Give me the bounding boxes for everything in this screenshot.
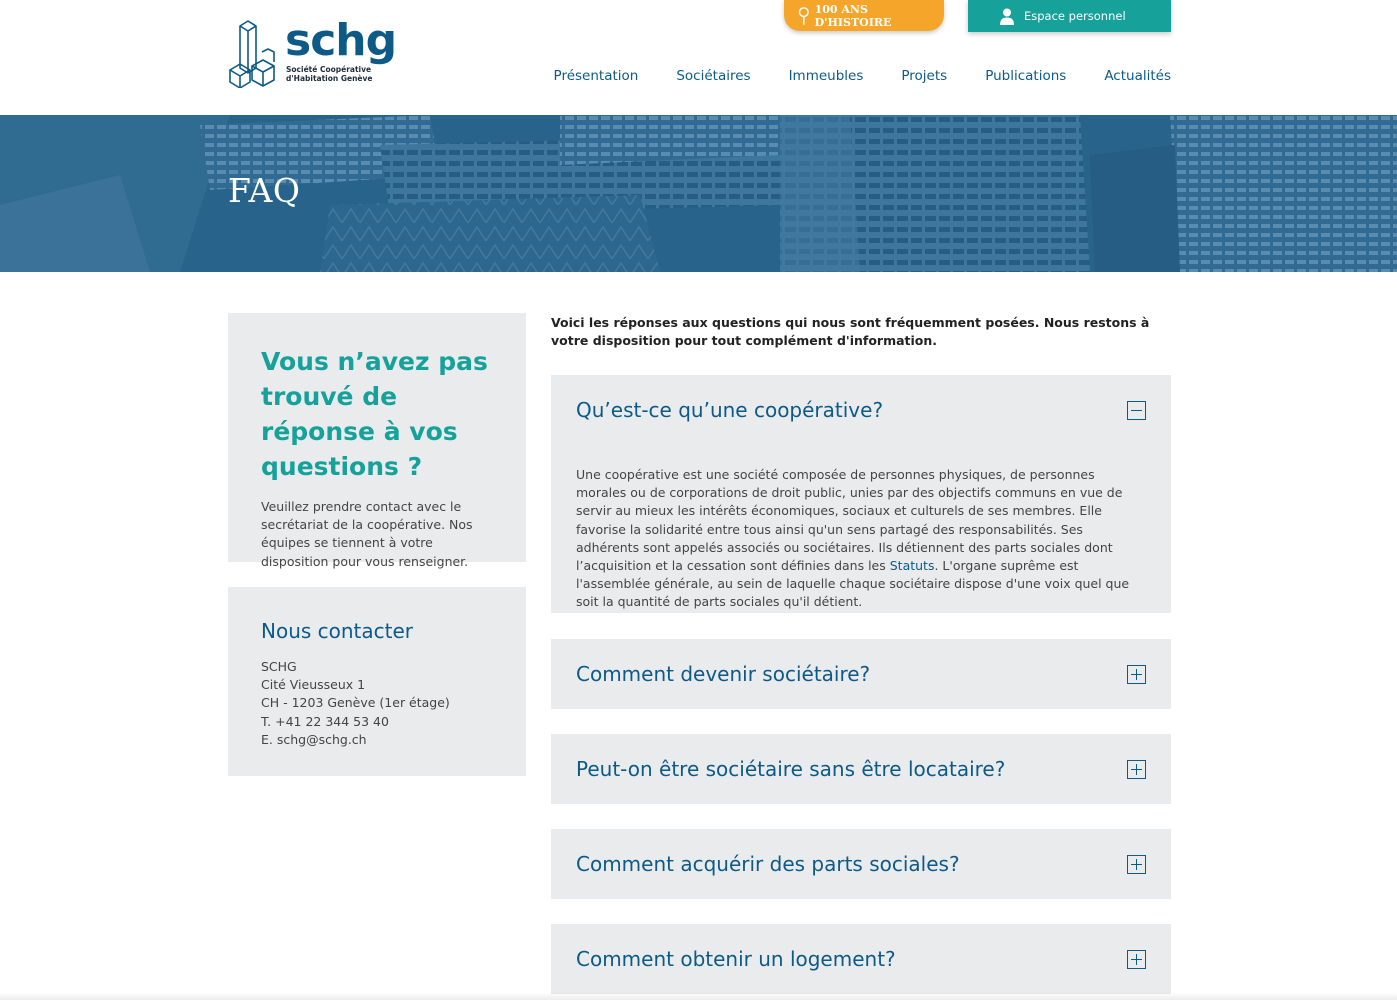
nav-item-presentation[interactable]: Présentation [553, 68, 639, 84]
site-logo[interactable] [228, 15, 398, 88]
nav-item-actualites[interactable]: Actualités [1104, 68, 1171, 84]
nav-item-projets[interactable]: Projets [901, 68, 948, 84]
help-card-title: Vous n’avez pas trouvé de réponse à vos questions ? [261, 347, 488, 481]
espace-personnel-label: Espace personnel [1024, 9, 1126, 23]
contact-details [261, 658, 493, 749]
contact-card-title: Nous contacter [261, 619, 414, 643]
history-badge-label: 100 ANS D'HISTOIRE [814, 2, 892, 29]
espace-personnel-button[interactable] [968, 0, 1171, 32]
faq-question[interactable]: Comment obtenir un logement? [576, 947, 896, 971]
statuts-link[interactable]: Statuts [889, 558, 935, 574]
faq-question[interactable]: Comment acquérir des parts sociales? [576, 852, 960, 876]
faq-answer-text: Une coopérative est une société composée de personnes physiques, de personnes morales ou de corporations de droit public, unies par des objectifs communs en vue de servir au mieux les intérêts économiques, sociaux et culturels de ses membres. Elle favorise la solidarité entre tous ainsi qu'un sens partagé des responsabilités. Ses adhérents sont appelés associés ou sociétaires. Ils détiennent des parts sociales dont l’acquisition et la cessation sont définies dans les [576, 467, 1123, 574]
nav-item-immeubles[interactable]: Immeubles [788, 68, 864, 84]
faq-intro: Voici les réponses aux questions qui nous sont fréquemment posées. Nous restons à votre disposition pour tout complément d'information. [551, 315, 1150, 349]
history-badge-button[interactable] [784, 0, 944, 31]
logo-subtitle-line1: Société Coopérative [286, 65, 372, 74]
hero-banner [0, 115, 1397, 272]
location-pin-icon [798, 6, 810, 26]
site-header [0, 0, 1397, 115]
help-card-text: Veuillez prendre contact avec le secrétariat de la coopérative. Nos équipes se tiennent à votre disposition pour vous renseigner. [261, 499, 473, 569]
faq-item [551, 375, 1171, 613]
nav-item-societaires[interactable]: Sociétaires [676, 68, 751, 84]
faq-question[interactable]: Qu’est-ce qu’une coopérative? [576, 398, 884, 422]
page-bottom-shadow [0, 992, 1397, 1000]
contact-card [228, 587, 526, 776]
faq-item[interactable] [551, 639, 1171, 709]
faq-answer-text-end: . L'organe suprême est l'assemblée générale, au sein de laquelle chaque sociétaire dispose d'une voix quel que soit la quantité de parts sociales qu'il détient. [576, 558, 1130, 610]
expand-plus-icon[interactable] [1127, 950, 1146, 969]
building-logo-icon [228, 18, 280, 88]
faq-item[interactable] [551, 734, 1171, 804]
contact-email[interactable]: E. schg@schg.ch [261, 731, 367, 747]
contact-name: SCHG [261, 659, 297, 674]
expand-plus-icon[interactable] [1127, 855, 1146, 874]
expand-plus-icon[interactable] [1127, 665, 1146, 684]
faq-answer [576, 466, 1146, 612]
contact-city: CH - 1203 Genève (1er étage) [261, 695, 450, 711]
faq-question[interactable]: Comment devenir sociétaire? [576, 662, 871, 686]
buildings-background-image [0, 115, 1397, 272]
contact-phone[interactable]: T. +41 22 344 53 40 [261, 713, 389, 729]
logo-wordmark: schg [285, 15, 397, 66]
expand-plus-icon[interactable] [1127, 760, 1146, 779]
contact-street: Cité Vieusseux 1 [261, 677, 366, 693]
page-title: FAQ [228, 171, 301, 210]
nav-item-publications[interactable]: Publications [985, 68, 1067, 84]
user-icon [1000, 8, 1014, 25]
faq-item[interactable] [551, 924, 1171, 994]
help-card [228, 313, 526, 569]
collapse-minus-icon[interactable] [1127, 401, 1146, 420]
logo-subtitle-line2: d'Habitation Genève [286, 74, 373, 83]
main-nav [516, 68, 1171, 84]
faq-item[interactable] [551, 829, 1171, 899]
faq-question[interactable]: Peut-on être sociétaire sans être locataire? [576, 757, 1006, 781]
